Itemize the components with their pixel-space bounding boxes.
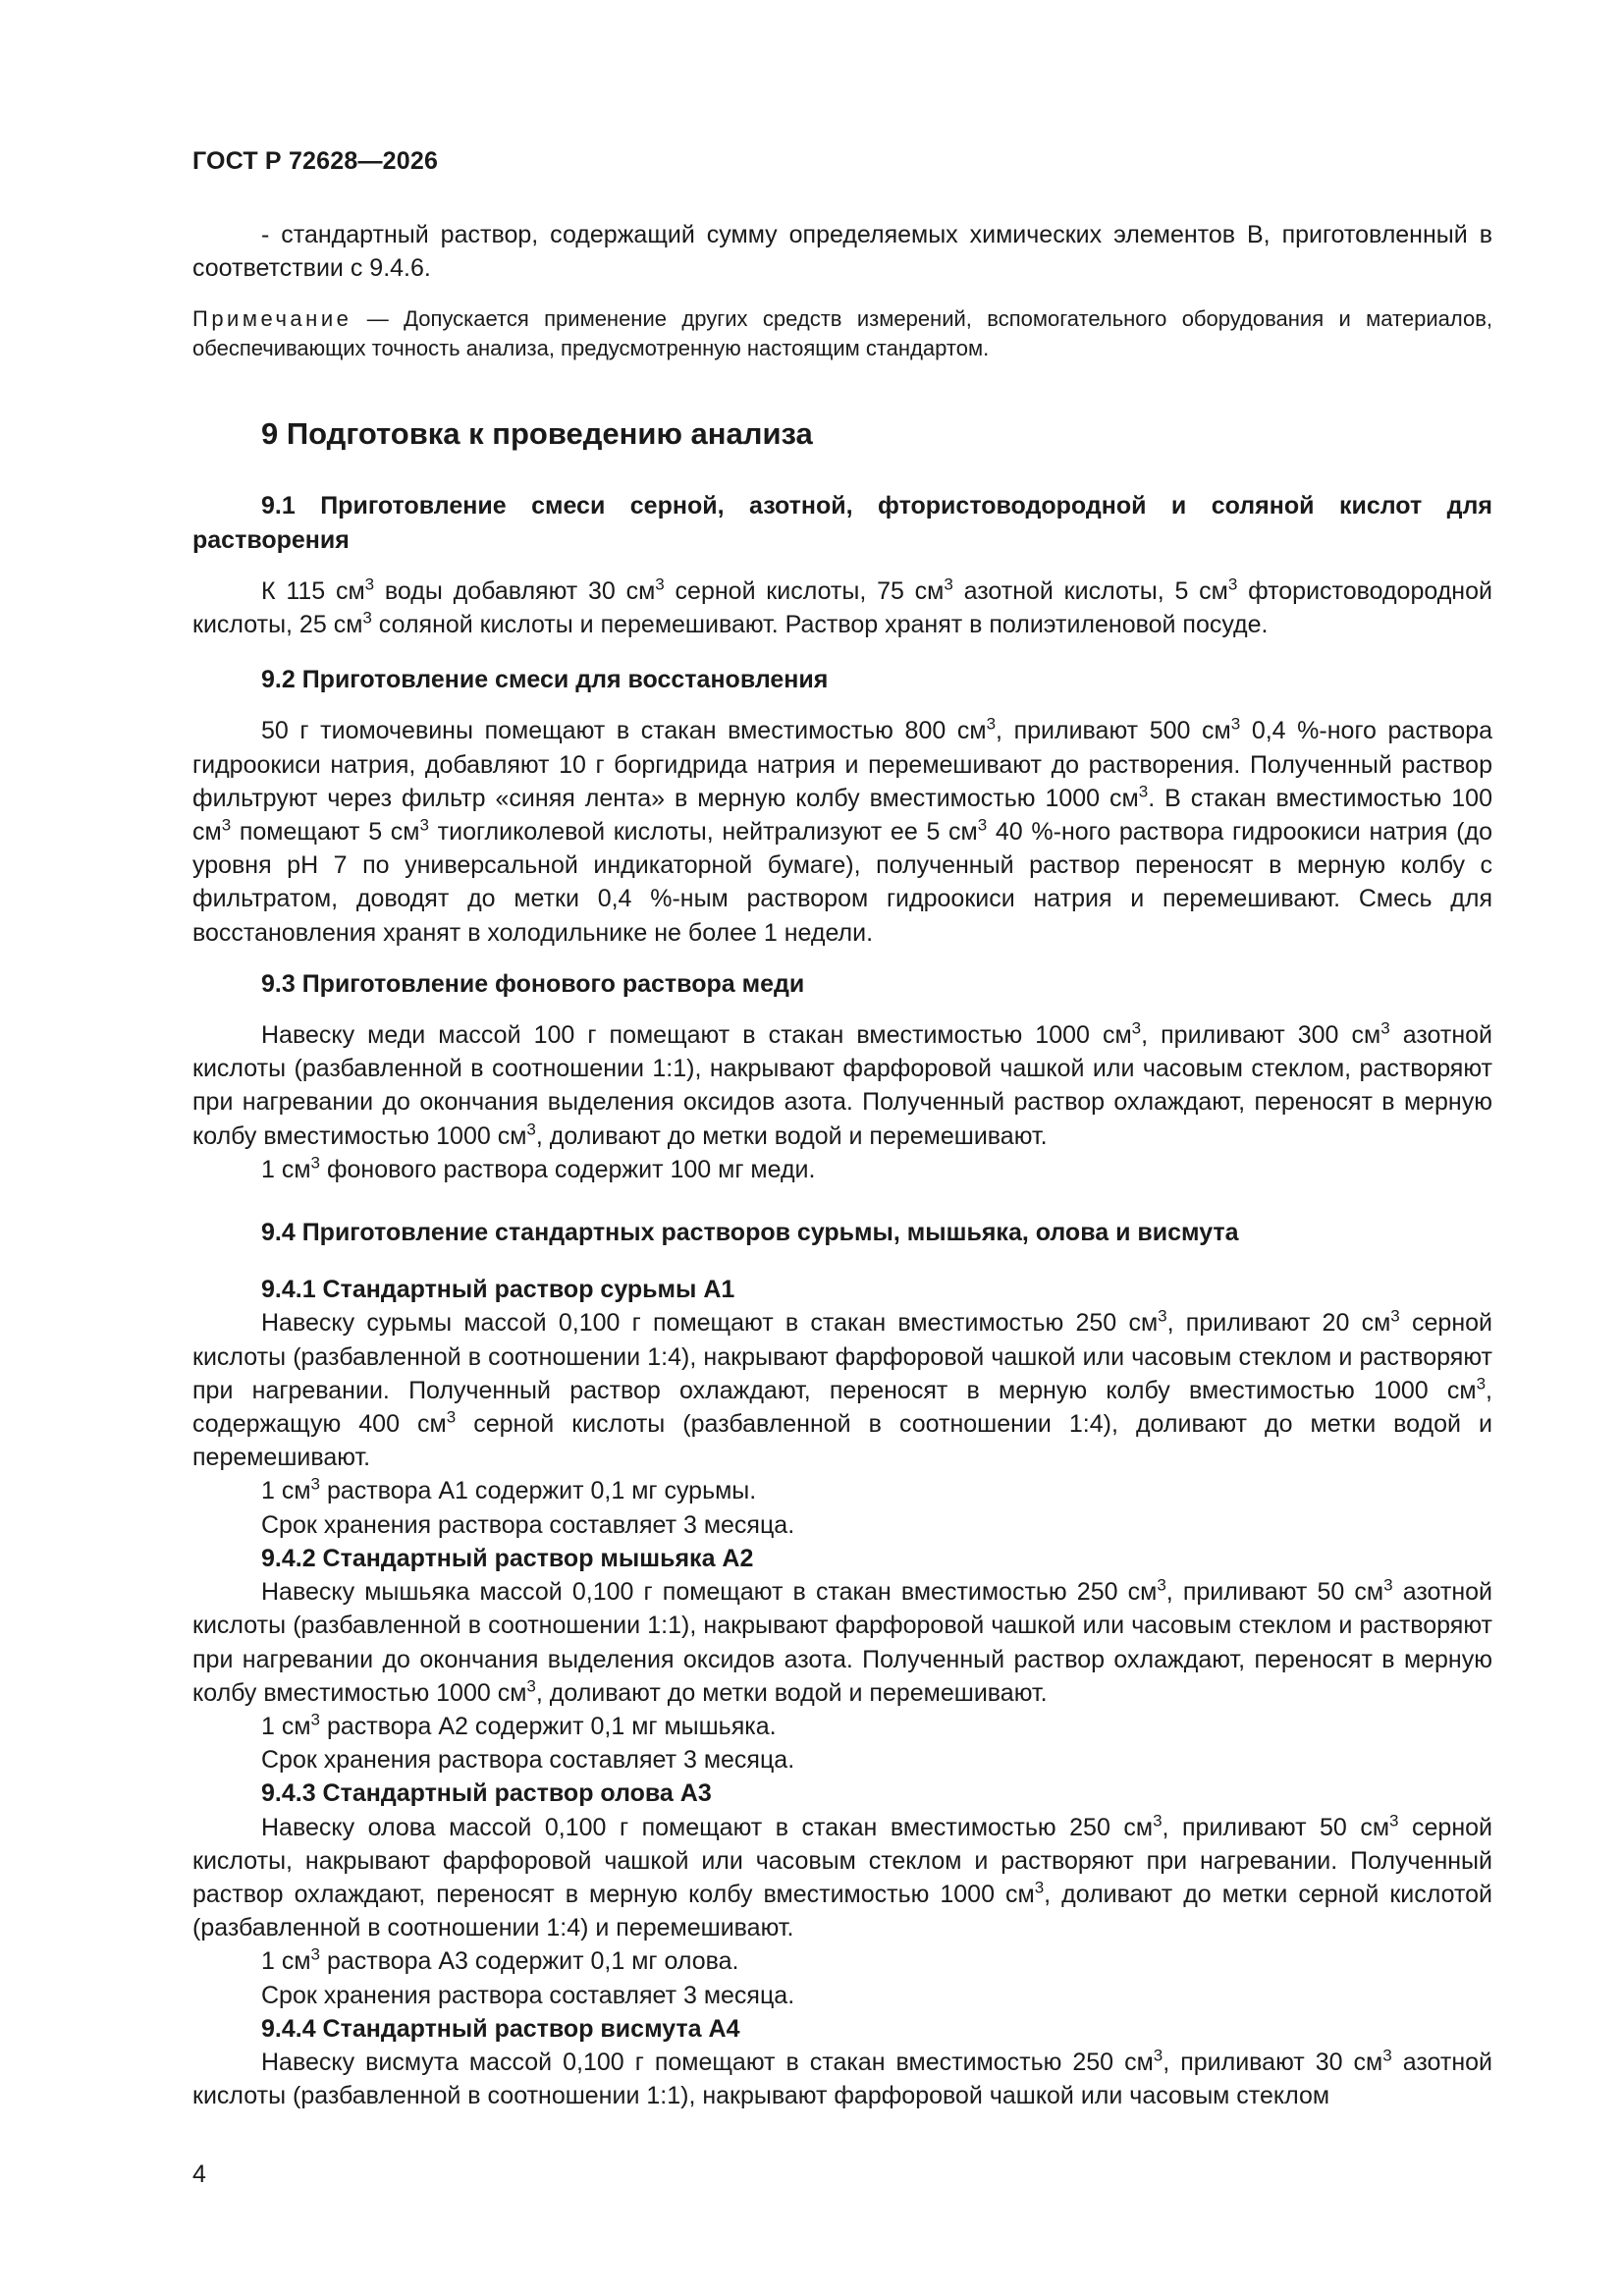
- note-paragraph: [192, 304, 1492, 363]
- paragraph-9-4-3: Навеску олова массой 0,100 г помещают в стакан вместимостью 250 $см^3$, приливают 50 $см^3$ серной кислоты, накрывают фарфоровой чашкой или часовым стеклом и растворяют при нагревании. Полученный раствор охлаждают, переносят в мерную колбу вместимостью 1000 $см^3$, доливают до метки серной кислотой (разбавленной в соотношении 1:4) и перемешивают.: [192, 1811, 1493, 1942]
- paragraph-9-4-1-content: 1 $см^3$ раствора А1 содержит 0,1 мг сурьмы.: [261, 1475, 757, 1505]
- list-item-standard-solution: - стандартный раствор, содержащий сумму определяемых химических элементов В, приготовленный в соответствии с 9.4.6.: [192, 221, 1492, 283]
- section-9-title: 9 Подготовка к проведению анализа: [261, 416, 813, 452]
- paragraph-9-4-2: Навеску мышьяка массой 0,100 г помещают в стакан вместимостью 250 $см^3$, приливают 50 $см^3$ азотной кислоты (разбавленной в соотношении 1:1), накрывают фарфоровой чашкой или часовым стеклом и растворяют при нагревании до окончания выделения оксидов азота. Полученный раствор охлаждают, переносят в мерную колбу вместимостью 1000 $см^3$, доливают до метки водой и перемешивают.: [192, 1575, 1493, 1707]
- paragraph-9-4-1-storage: Срок хранения раствора составляет 3 месяца.: [261, 1510, 795, 1539]
- paragraph-9-4-3-storage: Срок хранения раствора составляет 3 месяца.: [261, 1981, 795, 2009]
- paragraph-9-3-content: 1 $см^3$ фонового раствора содержит 100 мг меди.: [261, 1153, 816, 1183]
- paragraph-9-4-2-storage: Срок хранения раствора составляет 3 месяца.: [261, 1746, 795, 1775]
- subsection-9-2-title: 9.2 Приготовление смеси для восстановления: [261, 666, 829, 694]
- document-header: ГОСТ Р 72628—2026: [192, 147, 439, 175]
- subsection-9-1-title: 9.1 Приготовление смеси серной, азотной, фтористоводородной и соляной кислот для растворения: [192, 492, 1492, 554]
- subsection-9-4-2-title: 9.4.2 Стандартный раствор мышьяка А2: [261, 1544, 754, 1572]
- paragraph-9-1: К 115 $см^3$ воды добавляют 30 $см^3$ серной кислоты, 75 $см^3$ азотной кислоты, 5 $см^3$ фтористоводородной кислоты, 25 $см^3$ соляной кислоты и перемешивают. Раствор хранят в полиэтиленовой посуде.: [192, 574, 1492, 639]
- paragraph-9-4-2-content: 1 $см^3$ раствора А2 содержит 0,1 мг мышьяка.: [261, 1710, 777, 1740]
- subsection-9-4-3-title: 9.4.3 Стандартный раствор олова А3: [261, 1779, 712, 1808]
- paragraph-9-4-4: Навеску висмута массой 0,100 г помещают в стакан вместимостью 250 $см^3$, приливают 30 $см^3$ азотной кислоты (разбавленной в соотношении 1:1), накрывают фарфоровой чашкой или часовым стеклом: [192, 2046, 1492, 2110]
- subsection-9-4-4-title: 9.4.4 Стандартный раствор висмута А4: [261, 2014, 740, 2043]
- note-label: Примечание: [192, 306, 352, 332]
- document-body: [192, 218, 1492, 2112]
- paragraph-9-4-3-content: 1 $см^3$ раствора А3 содержит 0,1 мг олова.: [261, 1944, 739, 1976]
- note-text: — Допускается применение других средств измерений, вспомогательного оборудования и материалов, обеспечивающих точность анализа, предусмотренную настоящим стандартом.: [192, 306, 1492, 361]
- paragraph-9-3: Навеску меди массой 100 г помещают в стакан вместимостью 1000 $см^3$, приливают 300 $см^3$ азотной кислоты (разбавленной в соотношении 1:1), накрывают фарфоровой чашкой или часовым стеклом, растворяют при нагревании до окончания выделения оксидов азота. Полученный раствор охлаждают, переносят в мерную колбу вместимостью 1000 $см^3$, доливают до метки водой и перемешивают.: [192, 1018, 1492, 1150]
- subsection-9-4-title: 9.4 Приготовление стандартных растворов сурьмы, мышьяка, олова и висмута: [261, 1219, 1239, 1247]
- page-number: 4: [192, 2160, 206, 2188]
- paragraph-9-2: 50 г тиомочевины помещают в стакан вместимостью 800 $см^3$, приливают 500 $см^3$ 0,4 %-ного раствора гидроокиси натрия, добавляют 10 г боргидрида натрия и перемешивают до растворения. Полученный раствор фильтруют через фильтр «синяя лента» в мерную колбу вместимостью 1000 $см^3$. В стакан вместимостью 100 $см^3$ помещают 5 $см^3$ тиогликолевой кислоты, нейтрализуют ее 5 $см^3$ 40 %-ного раствора гидроокиси натрия (до уровня рН 7 по универсальной индикаторной бумаге), полученный раствор переносят в мерную колбу с фильтратом, доводят до метки 0,4 %-ным раствором гидроокиси натрия и перемешивают. Смесь для восстановления хранят в холодильнике не более 1 недели.: [192, 715, 1492, 947]
- subsection-9-4-1-title: 9.4.1 Стандартный раствор сурьмы А1: [261, 1276, 735, 1304]
- subsection-9-3-title: 9.3 Приготовление фонового раствора меди: [261, 969, 805, 998]
- paragraph-9-4-1: Навеску сурьмы массой 0,100 г помещают в стакан вместимостью 250 $см^3$, приливают 20 $см^3$ серной кислоты (разбавленной в соотношении 1:4), накрывают фарфоровой чашкой или часовым стеклом и растворяют при нагревании. Полученный раствор охлаждают, переносят в мерную колбу вместимостью 1000 $см^3$, содержащую 400 $см^3$ серной кислоты (разбавленной в соотношении 1:4), доливают до метки водой и перемешивают.: [192, 1307, 1492, 1472]
